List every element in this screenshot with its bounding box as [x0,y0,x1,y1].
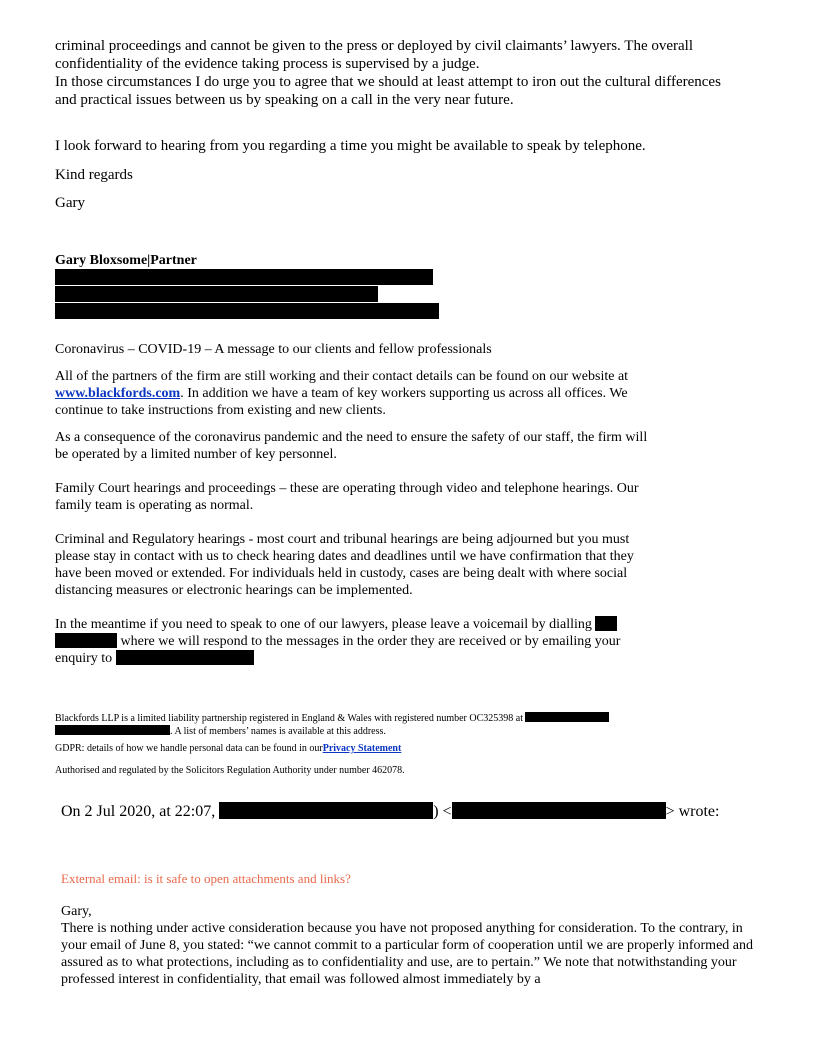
covid-heading: Coronavirus – COVID-19 – A message to our clients and fellow professionals [55,342,492,357]
footer-llp [55,712,675,738]
quoted-salutation: Gary, [61,904,92,919]
email-paragraph: criminal proceedings and cannot be given to the press or deployed by civil claimants’ lawyers. The overall confidentiality of the evidence taking process is supervised by a judge. [55,38,693,72]
covid-text: . In addition we have a team of key workers supporting us across all offices. We continue to take instructions from existing and new clients. [55,386,628,418]
redacted-sender-name [219,802,433,819]
email-paragraph: I look forward to hearing from you regarding a time you might be available to speak by telephone. [55,138,646,154]
email-paragraph: In those circumstances I do urge you to agree that we should at least attempt to iron out the cultural differences and practical issues between us by speaking on a call in the very near future. [55,74,721,108]
email-closing: Kind regards [55,167,133,183]
covid-paragraph-personnel: As a consequence of the coronavirus pandemic and the need to ensure the safety of our staff, the firm will be operated by a limited number of key personnel. [55,430,648,462]
redacted-signature-line [55,269,433,285]
footer-sra: Authorised and regulated by the Solicitors Regulation Authority under number 462078. [55,765,405,776]
quoted-header-suffix: > wrote: [665,803,720,820]
covid-paragraph-criminal: Criminal and Regulatory hearings - most court and tribunal hearings are being adjourned but you must please stay in contact with us to check hearing dates and deadlines until we have confirmation that they have been moved or extended. For individuals held in custody, cases are being dealt with where social distancing measures or electronic hearings can be implemented. [55,532,634,598]
footer-text: Blackfords LLP is a limited liability partnership registered in England & Wales with registered number OC325398 at [55,713,523,724]
redacted-phone [55,633,117,648]
covid-paragraph-voicemail [55,616,675,667]
footer-text: . A list of members’ names is available at this address. [170,726,386,737]
redacted-sender-email [452,802,666,819]
quoted-header-prefix: On 2 Jul 2020, at 22:07, [61,803,216,820]
covid-text: All of the partners of the firm are still working and their contact details can be found on our website at [55,369,629,384]
email-sign-name: Gary [55,195,85,211]
footer-text: GDPR: details of how we handle personal data can be found in our [55,743,323,754]
covid-text: where we will respond to the messages in the order they are received or by emailing your [120,634,621,649]
covid-paragraph-family-court: Family Court hearings and proceedings – these are operating through video and telephone hearings. Our family team is operating as normal. [55,481,639,513]
quoted-body: There is nothing under active consideration because you have not proposed anything for consideration. To the contrary, in your email of June 8, you stated: “we cannot commit to a particular form of cooperation until we are properly informed and assured as to what protections, including as to confidentiality and use, are to pertain.” We note that notwithstanding your professed interest in confidentiality, that email was followed almost immediately by a [61,921,753,987]
redacted-signature-line [55,303,439,319]
website-link[interactable]: www.blackfords.com [55,386,181,401]
covid-text: In the meantime if you need to speak to one of our lawyers, please leave a voicemail by dialling [55,617,592,632]
covid-text: enquiry to [55,651,113,666]
privacy-statement-link[interactable]: Privacy Statement [322,743,402,754]
redacted-signature-line [55,286,378,302]
redacted-address [525,712,609,722]
signature-name-title: Gary Bloxsome|Partner [55,253,197,268]
external-email-warning: External email: is it safe to open attachments and links? [61,871,351,886]
footer-gdpr [55,743,401,755]
redacted-email [116,650,254,665]
redacted-phone [595,616,617,631]
quoted-header-paren: ) < [433,803,452,820]
quoted-header [61,802,719,821]
redacted-address [55,725,170,735]
covid-paragraph-partners [55,368,667,419]
